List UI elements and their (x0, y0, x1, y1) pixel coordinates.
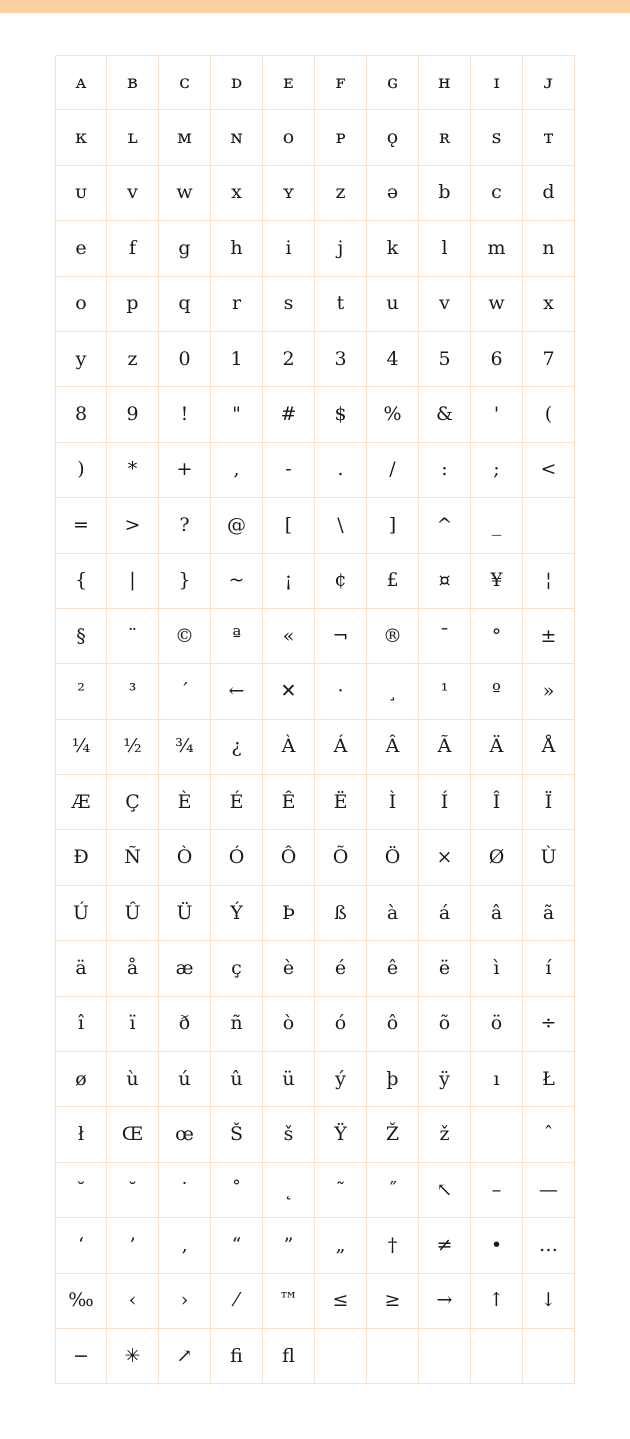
glyph-cell: ð (159, 997, 211, 1052)
glyph-cell: ² (55, 664, 107, 719)
glyph-cell: Ë (315, 775, 367, 830)
glyph-cell: & (419, 387, 471, 442)
glyph-cell: ž (419, 1107, 471, 1162)
glyph-cell: j (315, 221, 367, 276)
glyph-cell: ¢ (315, 554, 367, 609)
glyph-cell: ↑ (471, 1274, 523, 1329)
glyph-cell: ¸ (367, 664, 419, 719)
glyph-cell: o (55, 277, 107, 332)
glyph-cell: 9 (107, 387, 159, 442)
glyph-cell: } (159, 554, 211, 609)
glyph-cell: ᴀ (55, 55, 107, 110)
glyph-cell: Ê (263, 775, 315, 830)
glyph-cell: Ł (523, 1052, 575, 1107)
glyph-cell: ᴘ (315, 110, 367, 165)
glyph-cell: ' (471, 387, 523, 442)
glyph-cell: Š (211, 1107, 263, 1162)
glyph-cell: ᴊ (523, 55, 575, 110)
glyph-cell: ≤ (315, 1274, 367, 1329)
glyph-cell: “ (211, 1218, 263, 1273)
glyph-cell: ʟ (107, 110, 159, 165)
glyph-cell: ᴡ (159, 166, 211, 221)
glyph-cell: + (159, 443, 211, 498)
glyph-cell: ì (471, 941, 523, 996)
glyph-cell: ¾ (159, 720, 211, 775)
glyph-cell: ɴ (211, 110, 263, 165)
glyph-cell: š (263, 1107, 315, 1162)
glyph-cell: ? (159, 498, 211, 553)
glyph-cell: ú (159, 1052, 211, 1107)
glyph-cell: | (107, 554, 159, 609)
glyph-cell: g (159, 221, 211, 276)
glyph-cell: ¯ (419, 609, 471, 664)
glyph-cell: ( (523, 387, 575, 442)
glyph-cell: ÿ (419, 1052, 471, 1107)
glyph-cell: ª (211, 609, 263, 664)
glyph-cell: è (263, 941, 315, 996)
glyph-cell: 4 (367, 332, 419, 387)
glyph-cell: ¥ (471, 554, 523, 609)
glyph-cell: ø (55, 1052, 107, 1107)
glyph-cell: · (315, 664, 367, 719)
glyph-cell: ‰ (55, 1274, 107, 1329)
glyph-cell: á (419, 886, 471, 941)
glyph-cell: ↗ (159, 1329, 211, 1384)
glyph-cell: \ (315, 498, 367, 553)
glyph-cell: ½ (107, 720, 159, 775)
glyph-cell: Ñ (107, 830, 159, 885)
glyph-cell: ≥ (367, 1274, 419, 1329)
glyph-cell: Í (419, 775, 471, 830)
glyph-grid (55, 55, 575, 1384)
glyph-cell: q (159, 277, 211, 332)
glyph-cell: [ (263, 498, 315, 553)
glyph-cell: Ì (367, 775, 419, 830)
glyph-cell: ã (523, 886, 575, 941)
glyph-cell: ] (367, 498, 419, 553)
glyph-cell: ô (367, 997, 419, 1052)
glyph-cell: Î (471, 775, 523, 830)
glyph-cell: 6 (471, 332, 523, 387)
glyph-cell: x (523, 277, 575, 332)
glyph-cell: ´ (159, 664, 211, 719)
glyph-cell: ’ (107, 1218, 159, 1273)
glyph-cell: ᴢ (315, 166, 367, 221)
glyph-cell: É (211, 775, 263, 830)
glyph-cell: ˘ (55, 1163, 107, 1218)
glyph-cell: 7 (523, 332, 575, 387)
glyph-cell: - (263, 443, 315, 498)
glyph-cell: Ü (159, 886, 211, 941)
glyph-cell: ¨ (107, 609, 159, 664)
glyph-cell: ÷ (523, 997, 575, 1052)
glyph-cell: – (471, 1163, 523, 1218)
glyph-cell: à (367, 886, 419, 941)
glyph-cell: ᴛ (523, 110, 575, 165)
glyph-cell: ï (107, 997, 159, 1052)
glyph-cell: e (55, 221, 107, 276)
glyph-cell: # (263, 387, 315, 442)
glyph-cell: å (107, 941, 159, 996)
glyph-cell: ‚ (159, 1218, 211, 1273)
glyph-cell: … (523, 1218, 575, 1273)
glyph-cell: − (55, 1329, 107, 1384)
glyph-cell: h (211, 221, 263, 276)
glyph-cell: → (419, 1274, 471, 1329)
glyph-cell: Þ (263, 886, 315, 941)
glyph-cell: ù (107, 1052, 159, 1107)
glyph-cell: ß (315, 886, 367, 941)
glyph-cell: ¤ (419, 554, 471, 609)
glyph-cell: f (107, 221, 159, 276)
glyph-cell: Œ (107, 1107, 159, 1162)
glyph-cell: é (315, 941, 367, 996)
glyph-cell: œ (159, 1107, 211, 1162)
glyph-cell: ê (367, 941, 419, 996)
glyph-cell: » (523, 664, 575, 719)
glyph-cell: ǫ (367, 110, 419, 165)
glyph-cell: Ž (367, 1107, 419, 1162)
glyph-cell: ʙ (107, 55, 159, 110)
glyph-cell (315, 1329, 367, 1384)
glyph-cell: i (263, 221, 315, 276)
glyph-cell: â (471, 886, 523, 941)
glyph-cell: þ (367, 1052, 419, 1107)
glyph-cell: Á (315, 720, 367, 775)
glyph-cell: ó (315, 997, 367, 1052)
glyph-cell: r (211, 277, 263, 332)
glyph-cell: ® (367, 609, 419, 664)
glyph-cell: Ö (367, 830, 419, 885)
glyph-cell: ± (523, 609, 575, 664)
glyph-cell: ˛ (263, 1163, 315, 1218)
glyph-cell: ! (159, 387, 211, 442)
glyph-cell: Ó (211, 830, 263, 885)
glyph-cell: Ã (419, 720, 471, 775)
glyph-cell: › (159, 1274, 211, 1329)
glyph-cell: ^ (419, 498, 471, 553)
glyph-cell: Ï (523, 775, 575, 830)
glyph-cell (471, 1329, 523, 1384)
glyph-cell: ™ (263, 1274, 315, 1329)
glyph-cell: £ (367, 554, 419, 609)
glyph-cell: ˘ (107, 1163, 159, 1218)
glyph-cell: ɪ (471, 55, 523, 110)
glyph-cell: ý (315, 1052, 367, 1107)
glyph-cell: ≠ (419, 1218, 471, 1273)
glyph-cell: Ä (471, 720, 523, 775)
glyph-cell: 8 (55, 387, 107, 442)
glyph-cell: d (523, 166, 575, 221)
glyph-cell: ¹ (419, 664, 471, 719)
glyph-cell: æ (159, 941, 211, 996)
glyph-cell: Ÿ (315, 1107, 367, 1162)
glyph-cell: ˝ (367, 1163, 419, 1218)
glyph-cell: c (471, 166, 523, 221)
top-accent-bar (0, 0, 630, 13)
glyph-cell: Ú (55, 886, 107, 941)
glyph-cell: ᴏ (263, 110, 315, 165)
glyph-cell: / (367, 443, 419, 498)
glyph-cell: % (367, 387, 419, 442)
glyph-cell: * (107, 443, 159, 498)
glyph-cell (471, 1107, 523, 1162)
glyph-cell: < (523, 443, 575, 498)
glyph-cell: í (523, 941, 575, 996)
glyph-cell: ˚ (211, 1163, 263, 1218)
glyph-cell: 2 (263, 332, 315, 387)
glyph-cell: ä (55, 941, 107, 996)
glyph-cell: . (315, 443, 367, 498)
glyph-cell: ° (471, 609, 523, 664)
glyph-cell: ᴋ (55, 110, 107, 165)
glyph-cell: ꜱ (471, 110, 523, 165)
glyph-cell: 0 (159, 332, 211, 387)
glyph-cell: ” (263, 1218, 315, 1273)
glyph-cell: ✳ (107, 1329, 159, 1384)
glyph-cell: † (367, 1218, 419, 1273)
glyph-cell: õ (419, 997, 471, 1052)
glyph-cell: ← (211, 664, 263, 719)
glyph-cell: § (55, 609, 107, 664)
glyph-cell: ¡ (263, 554, 315, 609)
glyph-cell: Ù (523, 830, 575, 885)
glyph-cell: 5 (419, 332, 471, 387)
glyph-cell: ʀ (419, 110, 471, 165)
glyph-cell (419, 1329, 471, 1384)
glyph-cell: { (55, 554, 107, 609)
glyph-cell: ¼ (55, 720, 107, 775)
glyph-cell: Ç (107, 775, 159, 830)
glyph-cell: v (419, 277, 471, 332)
glyph-cell: ʜ (419, 55, 471, 110)
glyph-cell: ¦ (523, 554, 575, 609)
glyph-cell (367, 1329, 419, 1384)
glyph-cell: Õ (315, 830, 367, 885)
glyph-cell: — (523, 1163, 575, 1218)
glyph-cell: " (211, 387, 263, 442)
glyph-cell: > (107, 498, 159, 553)
glyph-cell: Â (367, 720, 419, 775)
glyph-cell: Ý (211, 886, 263, 941)
glyph-cell: « (263, 609, 315, 664)
glyph-cell (523, 1329, 575, 1384)
glyph-cell: ə (367, 166, 419, 221)
glyph-cell: w (471, 277, 523, 332)
glyph-cell: Ø (471, 830, 523, 885)
glyph-cell: È (159, 775, 211, 830)
glyph-cell: ‘ (55, 1218, 107, 1273)
glyph-cell: s (263, 277, 315, 332)
glyph-cell: $ (315, 387, 367, 442)
glyph-cell: ↓ (523, 1274, 575, 1329)
glyph-cell: ↖ (419, 1163, 471, 1218)
glyph-cell: l (419, 221, 471, 276)
glyph-cell: ı (471, 1052, 523, 1107)
glyph-cell: ł (55, 1107, 107, 1162)
glyph-cell: ü (263, 1052, 315, 1107)
glyph-cell: ɢ (367, 55, 419, 110)
glyph-cell: ‹ (107, 1274, 159, 1329)
glyph-cell: n (523, 221, 575, 276)
glyph-cell: ﬁ (211, 1329, 263, 1384)
glyph-cell: ³ (107, 664, 159, 719)
glyph-cell: º (471, 664, 523, 719)
glyph-cell: = (55, 498, 107, 553)
glyph-cell: ; (471, 443, 523, 498)
glyph-cell: ꜰ (315, 55, 367, 110)
glyph-cell: 3 (315, 332, 367, 387)
glyph-cell: ñ (211, 997, 263, 1052)
glyph-cell: _ (471, 498, 523, 553)
glyph-cell: ) (55, 443, 107, 498)
glyph-cell: ʏ (263, 166, 315, 221)
glyph-cell: ᴄ (159, 55, 211, 110)
glyph-cell: û (211, 1052, 263, 1107)
glyph-cell: Ô (263, 830, 315, 885)
glyph-cell (523, 498, 575, 553)
glyph-cell: î (55, 997, 107, 1052)
glyph-cell: m (471, 221, 523, 276)
glyph-cell: ˙ (159, 1163, 211, 1218)
glyph-cell: Ð (55, 830, 107, 885)
glyph-cell: ç (211, 941, 263, 996)
glyph-cell: © (159, 609, 211, 664)
glyph-cell: , (211, 443, 263, 498)
glyph-cell: ﬂ (263, 1329, 315, 1384)
glyph-cell: : (419, 443, 471, 498)
glyph-cell: ˜ (315, 1163, 367, 1218)
glyph-cell: ö (471, 997, 523, 1052)
glyph-cell: „ (315, 1218, 367, 1273)
glyph-cell: × (419, 830, 471, 885)
glyph-cell: u (367, 277, 419, 332)
glyph-cell: x (211, 166, 263, 221)
glyph-cell: p (107, 277, 159, 332)
glyph-cell: ᴅ (211, 55, 263, 110)
glyph-cell: À (263, 720, 315, 775)
glyph-cell: k (367, 221, 419, 276)
glyph-cell: ᴍ (159, 110, 211, 165)
glyph-cell: ¬ (315, 609, 367, 664)
glyph-cell: ˆ (523, 1107, 575, 1162)
glyph-cell: ⁄ (211, 1274, 263, 1329)
glyph-cell: t (315, 277, 367, 332)
glyph-cell: 1 (211, 332, 263, 387)
glyph-cell: ë (419, 941, 471, 996)
glyph-cell: z (107, 332, 159, 387)
glyph-cell: ᴜ (55, 166, 107, 221)
glyph-cell: ✕ (263, 664, 315, 719)
glyph-cell: @ (211, 498, 263, 553)
glyph-cell: y (55, 332, 107, 387)
glyph-cell: ᴇ (263, 55, 315, 110)
glyph-cell: Ò (159, 830, 211, 885)
glyph-cell: Æ (55, 775, 107, 830)
glyph-cell: ò (263, 997, 315, 1052)
glyph-cell: Û (107, 886, 159, 941)
glyph-cell: ¿ (211, 720, 263, 775)
glyph-cell: ᴠ (107, 166, 159, 221)
glyph-cell: Å (523, 720, 575, 775)
glyph-cell: ~ (211, 554, 263, 609)
glyph-cell: b (419, 166, 471, 221)
glyph-cell: • (471, 1218, 523, 1273)
